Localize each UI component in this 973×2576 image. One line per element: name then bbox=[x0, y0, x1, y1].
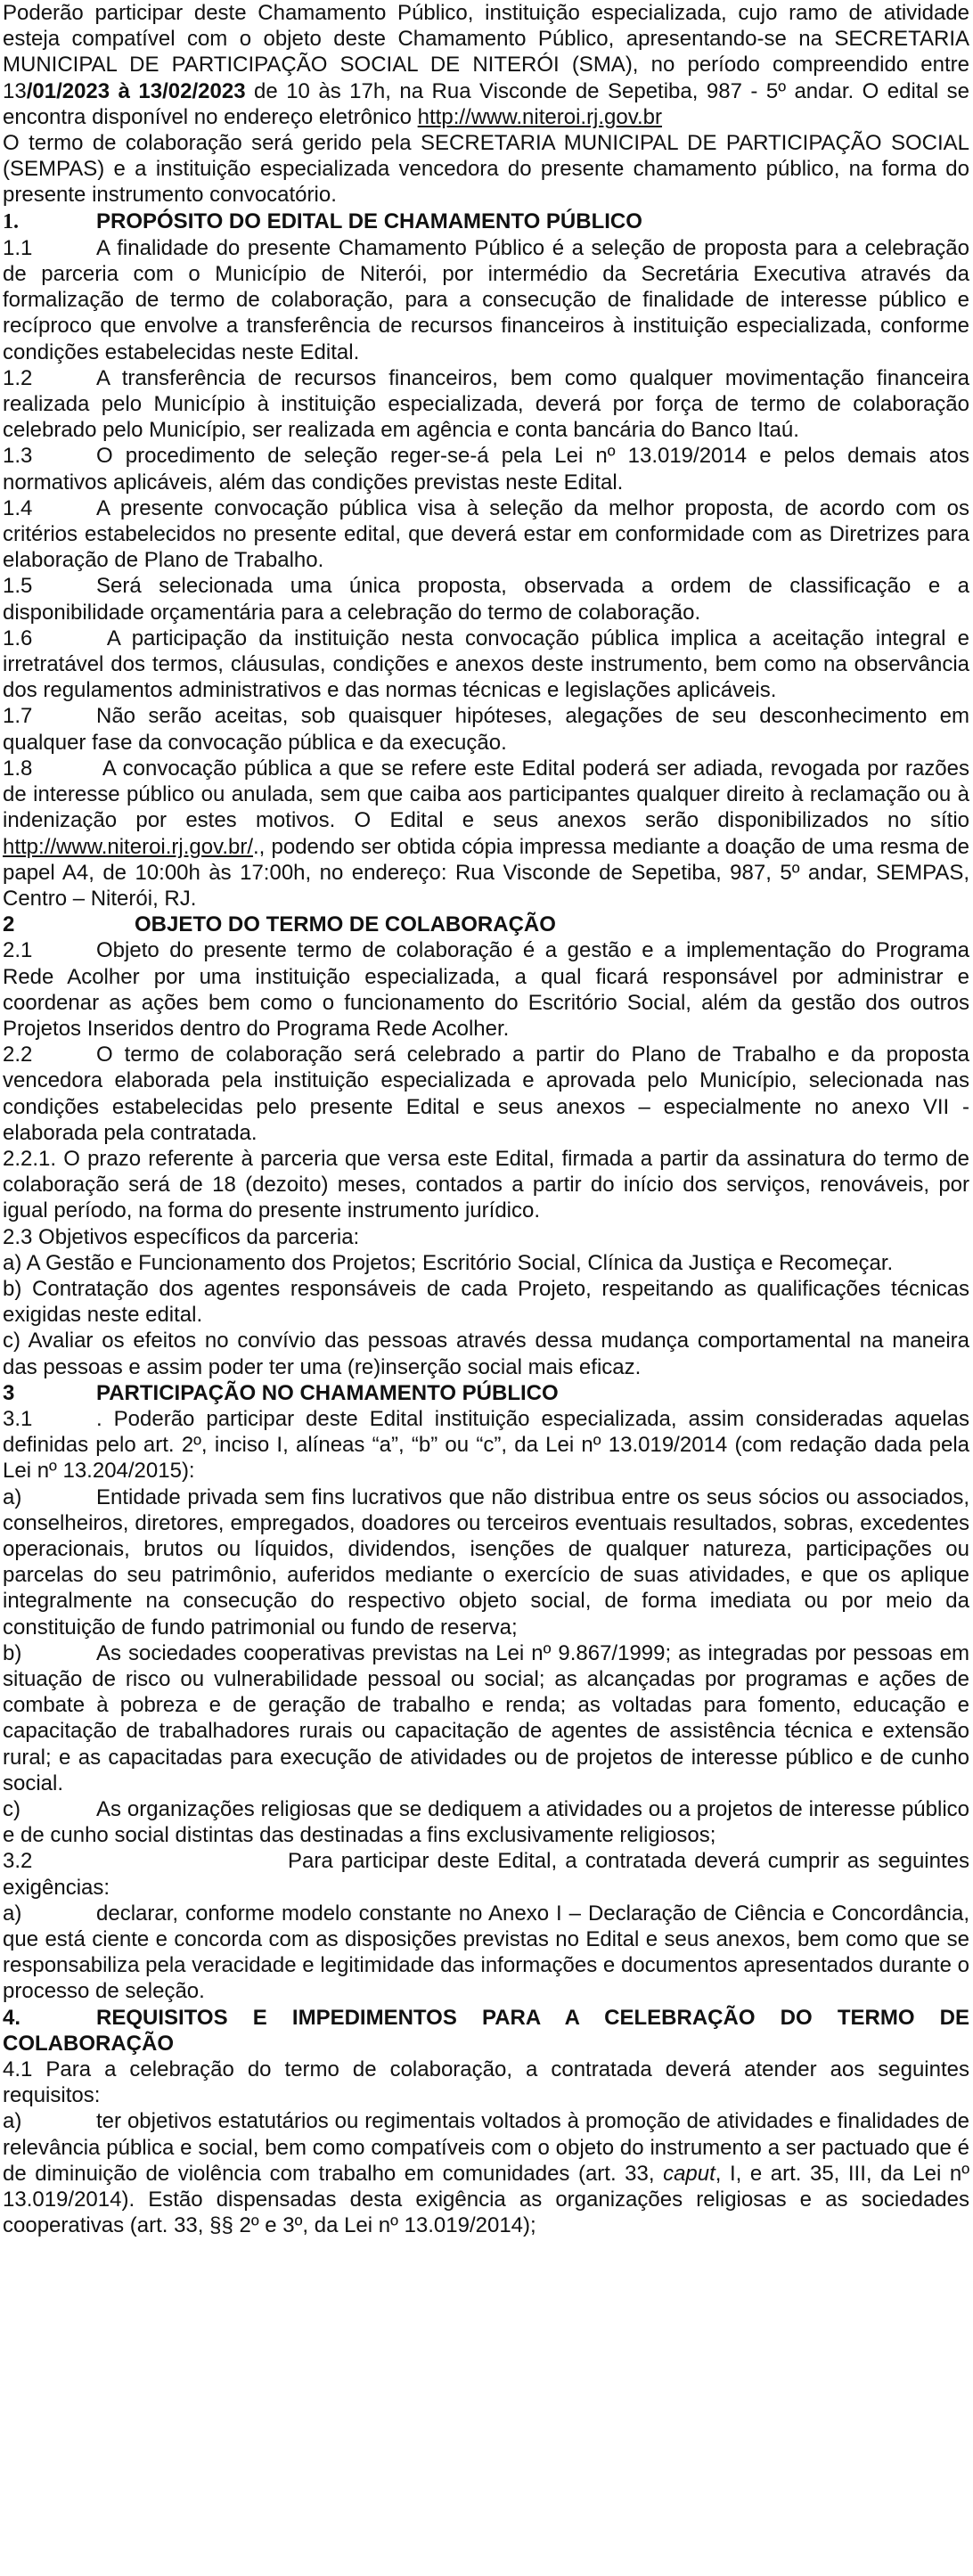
section-2-number: 2 bbox=[3, 912, 15, 937]
clause bbox=[3, 1640, 969, 1796]
section-2-heading bbox=[3, 912, 969, 937]
section-3-title: PARTICIPAÇÃO NO CHAMAMENTO PÚBLICO bbox=[96, 1380, 559, 1405]
section-1-heading bbox=[3, 209, 969, 235]
niteroi-website-link-2[interactable]: http://www.niteroi.rj.gov.br/ bbox=[3, 834, 253, 859]
section-2-title: OBJETO DO TERMO DE COLABORAÇÃO bbox=[135, 912, 556, 937]
clause-text: A presente convocação pública visa à seleção da melhor proposta, de acordo com os critérios estabelecidos no presente edital, que deverá estar em conformidade com as Diretrizes para elaboração de Plano de Trabalho. bbox=[3, 495, 969, 573]
management-paragraph: O termo de colaboração será gerido pela SECRETARIA MUNICIPAL DE PARTICIPAÇÃO SOCIAL (SEMPAS) e a instituição especializada vencedora do presente chamamento público, na forma do presente instrumento convocatório. bbox=[3, 131, 969, 208]
clause-text: Objeto do presente termo de colaboração é a gestão e a implementação do Programa Rede Acolher por uma instituição especializada, a qual ficará responsável por administrar e coordenar as ações bem como o funcionamento do Escritório Social, além da gestão dos outros Projetos Inseridos dentro do Programa Rede Acolher. bbox=[3, 938, 969, 1041]
clause-number: 1.3 bbox=[3, 444, 33, 469]
item-text-italic: caput bbox=[663, 2161, 715, 2186]
clause-number: 1.6 bbox=[3, 626, 33, 650]
clause-number: a) bbox=[3, 1484, 22, 1509]
clause-text: Não serão aceitas, sob quaisquer hipóteses, alegações de seu desconhecimento em qualquer fase da convocação pública e da execução. bbox=[3, 704, 969, 755]
clause bbox=[3, 1796, 969, 1848]
clause bbox=[3, 937, 969, 1042]
clause-number: c) bbox=[3, 1797, 20, 1822]
clause-number: b) bbox=[3, 1640, 22, 1665]
clause-number: 1.2 bbox=[3, 365, 33, 390]
section-4-heading bbox=[3, 2005, 969, 2057]
clause bbox=[3, 443, 969, 495]
objectives-list bbox=[3, 1250, 969, 1380]
clause-number: 1.4 bbox=[3, 495, 33, 520]
clause-text: Para participar deste Edital, a contratada deverá cumprir as seguintes exigências: bbox=[3, 1849, 969, 1900]
clause-3-2 bbox=[3, 1848, 969, 1900]
section-3-number: 3 bbox=[3, 1380, 15, 1405]
intro-paragraph bbox=[3, 0, 969, 130]
intro-text: Poderão participar deste Chamamento Público, instituição especializada, cujo ramo de atividade esteja compatível com o objeto deste Chamamento Público, apresentando-se na SECRETARIA MUNICIPAL DE PARTICIPAÇÃO SOCIAL DE NITERÓI (SMA), no período compreendido entre 13 bbox=[3, 1, 969, 103]
clause-3-2-a bbox=[3, 1901, 969, 2005]
section-2-items bbox=[3, 937, 969, 1146]
clause-number: 1.8 bbox=[3, 756, 33, 781]
clause-text: A participação da instituição nesta convocação pública implica a aceitação integral e irretratável dos termos, cláusulas, condições e anexos deste instrumento, bem como na observância dos regulamentos administrativos e das normas técnicas e legislações aplicáveis. bbox=[3, 626, 969, 703]
clause-text: . Poderão participar deste Edital instituição especializada, assim consideradas aquelas definidas pelo art. 2º, inciso I, alíneas “a”, “b” ou “c”, da Lei nº 13.019/2014 (com redação dada pela Lei nº 13.204/2015): bbox=[3, 1406, 969, 1484]
item-text: ter objetivos estatutários ou regimentais voltados à promoção de atividades e finalidades de relevância pública e social, bem como compatíveis com o objeto do instrumento a ser pactuado que é de diminuição de violência com trabalho em comunidades (art. 33, bbox=[3, 2109, 969, 2186]
section-1-title: PROPÓSITO DO EDITAL DE CHAMAMENTO PÚBLICO bbox=[96, 209, 642, 233]
clause-number: 1.7 bbox=[3, 704, 33, 729]
clause-4-1-a bbox=[3, 2108, 969, 2238]
clause-text: A transferência de recursos financeiros, bem como qualquer movimentação financeira realizada pelo Município à instituição especializada, deverá por força de termo de colaboração celebrado pelo Município, ser realizada em agência e conta bancária do Banco Itaú. bbox=[3, 365, 969, 443]
item-label: a) bbox=[3, 2109, 22, 2134]
objective-item: c) Avaliar os efeitos no convívio das pessoas através dessa mudança comportamental na maneira das pessoas e assim poder ter uma (re)inserção social mais eficaz. bbox=[3, 1329, 969, 1379]
intro-text-continued: de 10 às 17h, na Rua Visconde de Sepetiba, 987 - 5º andar. O edital se encontra disponível no endereço eletrônico bbox=[3, 78, 969, 129]
clause bbox=[3, 495, 969, 574]
clause-3-1 bbox=[3, 1406, 969, 1484]
clause-number: 1.1 bbox=[3, 235, 33, 260]
clause-text: O termo de colaboração será celebrado a partir do Plano de Trabalho e da proposta vencedora elaborada pela instituição especializada e aprovada pelo Município, selecionada nas condições estabelecidas pelo presente Edital e seus anexos – especialmente no anexo VII - elaborada pela contratada. bbox=[3, 1043, 969, 1145]
clause-text: As organizações religiosas que se dediquem a atividades ou a projetos de interesse público e de cunho social distintas das destinadas a fins exclusivamente religiosos; bbox=[3, 1797, 969, 1848]
clause bbox=[3, 703, 969, 755]
item-text-continued: , I, e art. 35, III, da Lei nº 13.019/2014). Estão dispensadas desta exigência as organizações religiosas e as sociedades cooperativas (art. 33, §§ 2º e 3º, da Lei nº 13.019/2014); bbox=[3, 2161, 969, 2238]
clause-text: Entidade privada sem fins lucrativos que não distribua entre os seus sócios ou associados, conselheiros, diretores, empregados, doadores ou terceiros eventuais resultados, sobras, excedentes operacionais, brutos ou líquidos, dividendos, isenções de qualquer natureza, participações ou parcelas do seu patrimônio, auferidos mediante o exercício de suas atividades, e que os aplique integralmente na consecução do respectivo objeto social, de forma imediata ou por meio da constituição de fundo patrimonial ou fundo de reserva; bbox=[3, 1484, 969, 1640]
clause-text: Será selecionada uma única proposta, observada a ordem de classificação e a disponibilidade orçamentária para a celebração do termo de colaboração. bbox=[3, 574, 969, 625]
clause bbox=[3, 365, 969, 444]
objective-item: a) A Gestão e Funcionamento dos Projetos; Escritório Social, Clínica da Justiça e Recomeçar. bbox=[3, 1250, 894, 1275]
section-1-items bbox=[3, 235, 969, 756]
section-1-number: 1. bbox=[3, 209, 19, 233]
clause-number: 2.1 bbox=[3, 938, 33, 963]
clause-2-2-1: 2.2.1. O prazo referente à parceria que versa este Edital, firmada a partir da assinatura do termo de colaboração será de 18 (dezoito) meses, contados a partir do início dos serviços, renováveis, por igual período, na forma do presente instrumento jurídico. bbox=[3, 1146, 969, 1223]
clause-number: 3.2 bbox=[3, 1849, 33, 1874]
clause-2-3: 2.3 Objetivos específicos da parceria: bbox=[3, 1224, 360, 1249]
clause bbox=[3, 573, 969, 625]
clause-number: 1.5 bbox=[3, 574, 33, 599]
niteroi-website-link[interactable]: http://www.niteroi.rj.gov.br bbox=[417, 104, 662, 129]
clause bbox=[3, 235, 969, 365]
clause bbox=[3, 1042, 969, 1146]
section-3-heading bbox=[3, 1380, 969, 1406]
intro-period-dates: /01/2023 à 13/02/2023 bbox=[26, 78, 246, 103]
section-4-number: 4. bbox=[3, 2005, 21, 2030]
clause-number: 3.1 bbox=[3, 1406, 33, 1431]
clause-text: As sociedades cooperativas previstas na Lei nº 9.867/1999; as integradas por pessoas em situação de risco ou vulnerabilidade pessoal ou social; as alcançadas por programas e ações de combate à pobreza e de geração de trabalho e renda; as voltadas para fomento, educação e capacitação de trabalhadores rurais ou capacitação de agentes de assistência técnica e extensão rural; e as capacitadas para execução de atividades ou de projetos de interesse público e de cunho social. bbox=[3, 1640, 969, 1795]
clause-text: O procedimento de seleção reger-se-á pela Lei nº 13.019/2014 e pelos demais atos normativos aplicáveis, além das condições previstas neste Edital. bbox=[3, 444, 969, 495]
objective-item: b) Contratação dos agentes responsáveis de cada Projeto, respeitando as qualificações técnicas exigidas neste edital. bbox=[3, 1276, 969, 1328]
item-text: declarar, conforme modelo constante no Anexo I – Declaração de Ciência e Concordância, que está ciente e concorda com as disposições previstas no Edital e seus anexos, bem como que se responsabiliza pela veracidade e legitimidade das informações e documentos apresentados durante o processo de seleção. bbox=[3, 1901, 969, 2004]
clause-4-1: 4.1 Para a celebração do termo de colaboração, a contratada deverá atender aos seguintes requisitos: bbox=[3, 2057, 969, 2108]
clause-text-continued: ., podendo ser obtida cópia impressa mediante a doação de uma resma de papel A4, de 10:00h às 17:00h, no endereço: Rua Visconde de Sepetiba, 987, 5º andar, SEMPAS, Centro – Niterói, RJ. bbox=[3, 834, 969, 911]
clause bbox=[3, 1484, 969, 1640]
clause-1-8 bbox=[3, 756, 969, 912]
clause-number: 2.2 bbox=[3, 1043, 33, 1067]
section-4-title: REQUISITOS E IMPEDIMENTOS PARA A CELEBRAÇÃO DO TERMO DE COLABORAÇÃO bbox=[3, 2005, 969, 2056]
clause-text: A convocação pública a que se refere este Edital poderá ser adiada, revogada por razões de interesse público ou anulada, sem que caiba aos participantes qualquer direito à reclamação ou à indenização por estes motivos. O Edital e seus anexos serão disponibilizados no sítio bbox=[3, 756, 969, 833]
clause-text: A finalidade do presente Chamamento Público é a seleção de proposta para a celebração de parceria com o Município de Niterói, por intermédio da Secretária Executiva através da formalização de termo de colaboração, para a consecução de finalidade de interesse público e recíproco que envolve a transferência de recursos financeiros à instituição especializada, conforme condições estabelecidas neste Edital. bbox=[3, 235, 969, 364]
clause bbox=[3, 626, 969, 704]
alineas-list bbox=[3, 1484, 969, 1849]
item-label: a) bbox=[3, 1901, 22, 1926]
